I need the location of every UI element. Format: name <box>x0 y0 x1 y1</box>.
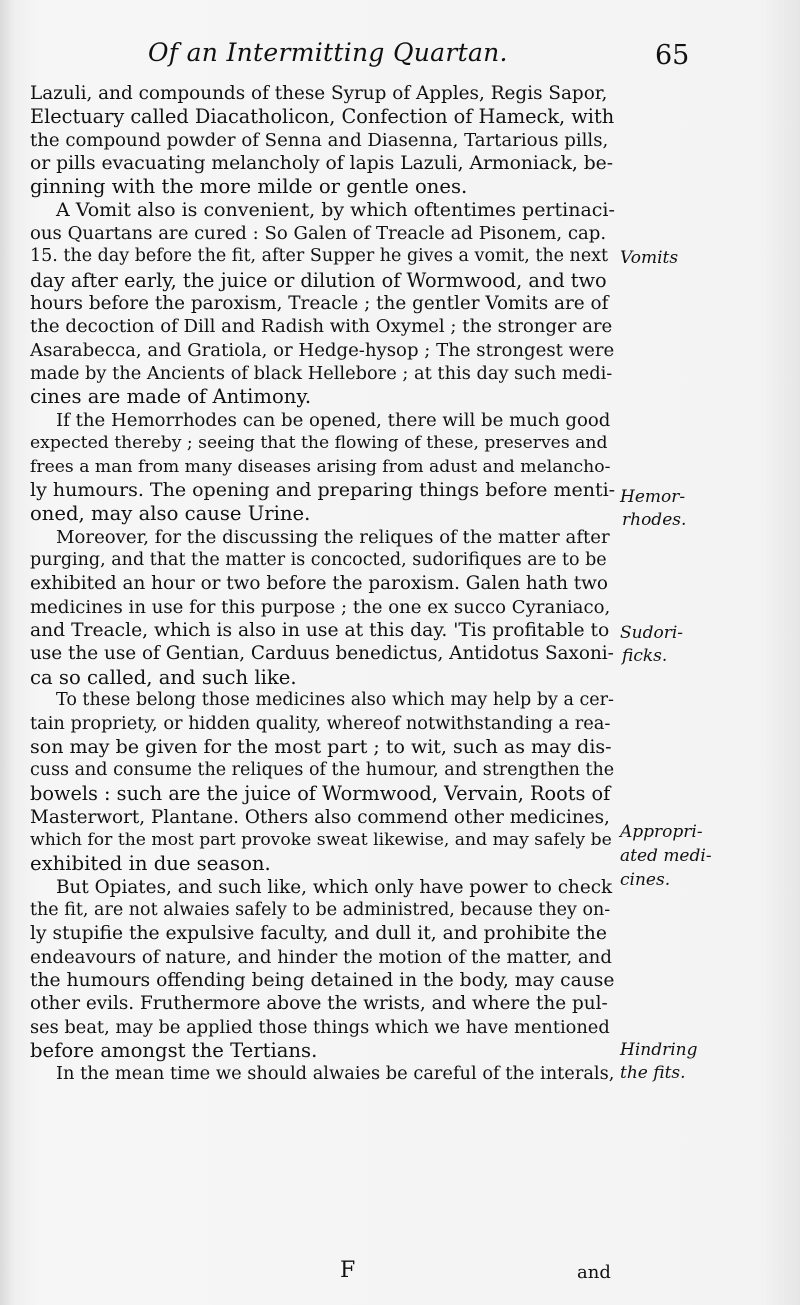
text-line: use the use of Gentian, Carduus benedictus, Antidotus Saxoni- <box>30 643 614 665</box>
running-head: Of an Intermitting Quartan. <box>148 38 508 67</box>
text-line: Masterwort, Plantane. Others also commend other medicines, <box>30 806 610 828</box>
margin-note-appropriated-2: ated medi- <box>620 846 712 866</box>
text-line: 15. the day before the fit, after Supper he gives a vomit, the next <box>30 246 609 267</box>
text-line: But Opiates, and such like, which only have power to check <box>56 876 613 898</box>
text-line: and Treacle, which is also in use at this day. 'Tis profitable to <box>30 619 610 641</box>
text-line: day after early, the juice or dilution of Wormwood, and two <box>30 268 607 292</box>
text-line: In the mean time we should alwaies be careful of the interals, <box>56 1063 615 1085</box>
text-line: bowels : such are the juice of Wormwood, Vervain, Roots of <box>30 782 611 806</box>
text-line: ses beat, may be applied those things which we have mentioned <box>30 1016 610 1038</box>
text-line: expected thereby ; seeing that the flowing of these, preserves and <box>30 433 608 454</box>
text-line: or pills evacuating melancholy of lapis Lazuli, Armoniack, be- <box>30 153 614 175</box>
text-line: tain propriety, or hidden quality, whereof notwithstanding a rea- <box>30 713 611 735</box>
text-line: son may be given for the most part ; to wit, such as may dis- <box>30 735 612 758</box>
text-line: ous Quartans are cured : So Galen of Treacle ad Pisonem, cap. <box>30 223 607 245</box>
text-line: hours before the paroxism, Treacle ; the gentler Vomits are of <box>30 293 609 315</box>
text-line: medicines in use for this purpose ; the one ex succo Cyraniaco, <box>30 596 611 618</box>
text-line: oned, may also cause Urine. <box>30 502 311 526</box>
text-line: To these belong those medicines also which may help by a cer- <box>56 689 614 710</box>
text-line: the decoction of Dill and Radish with Oxymel ; the stronger are <box>30 316 613 338</box>
text-line: exhibited in due season. <box>30 852 271 876</box>
catchword: and <box>577 1262 611 1283</box>
body-text <box>30 82 615 1086</box>
text-line: ly humours. The opening and preparing things before menti- <box>30 478 616 501</box>
text-line: ca so called, and such like. <box>30 665 297 689</box>
margin-note-sudorificks-1: Sudori- <box>620 623 684 643</box>
text-line: the humours offending being detained in the body, may cause <box>30 970 615 992</box>
margin-note-hemorrhodes-2: rhodes. <box>622 510 687 530</box>
margin-note-appropriated-1: Appropri- <box>620 822 703 842</box>
margin-note-vomits: Vomits <box>620 248 679 268</box>
text-line: cuss and consume the reliques of the humour, and strengthen the <box>30 759 615 780</box>
text-line: cines are made of Antimony. <box>30 385 312 409</box>
text-line: before amongst the Tertians. <box>30 1039 318 1063</box>
margin-note-hindring-2: the fits. <box>620 1063 686 1083</box>
text-line: A Vomit also is convenient, by which oftentimes pertinaci- <box>56 198 615 221</box>
text-line: which for the most part provoke sweat likewise, and may safely be <box>30 830 612 850</box>
text-line: the fit, are not alwaies safely to be administred, because they on- <box>30 900 611 921</box>
text-line: Asarabecca, and Gratiola, or Hedge-hysop ; The strongest were <box>30 339 615 361</box>
page-number: 65 <box>655 40 690 71</box>
margin-note-hemorrhodes-1: Hemor- <box>620 487 686 507</box>
text-line: Moreover, for the discussing the reliques of the matter after <box>56 526 610 548</box>
text-line: the compound powder of Senna and Diasenna, Tartarious pills, <box>30 129 609 151</box>
text-line: purging, and that the matter is concocted, sudorifiques are to be <box>30 549 607 570</box>
margin-note-sudorificks-2: ficks. <box>622 646 668 666</box>
margin-note-appropriated-3: cines. <box>620 870 671 890</box>
text-line: Lazuli, and compounds of these Syrup of Apples, Regis Sapor, <box>30 83 608 104</box>
text-line: ginning with the more milde or gentle ones. <box>30 175 468 199</box>
text-line: frees a man from many diseases arising from adust and melancho- <box>30 456 611 477</box>
signature-mark: F <box>340 1258 356 1283</box>
text-line: made by the Ancients of black Hellebore ; at this day such medi- <box>30 363 613 385</box>
margin-note-hindring-1: Hindring <box>620 1040 698 1060</box>
text-line: exhibited an hour or two before the paroxism. Galen hath two <box>30 573 608 595</box>
text-line: ly stupifie the expulsive faculty, and dull it, and prohibite the <box>30 923 607 945</box>
text-line: Electuary called Diacatholicon, Confection of Hameck, with <box>30 105 615 129</box>
text-line: endeavours of nature, and hinder the motion of the matter, and <box>30 946 612 968</box>
text-line: other evils. Fruthermore above the wrists, and where the pul- <box>30 993 608 1015</box>
text-line: If the Hemorrhodes can be opened, there will be much good <box>56 409 611 431</box>
